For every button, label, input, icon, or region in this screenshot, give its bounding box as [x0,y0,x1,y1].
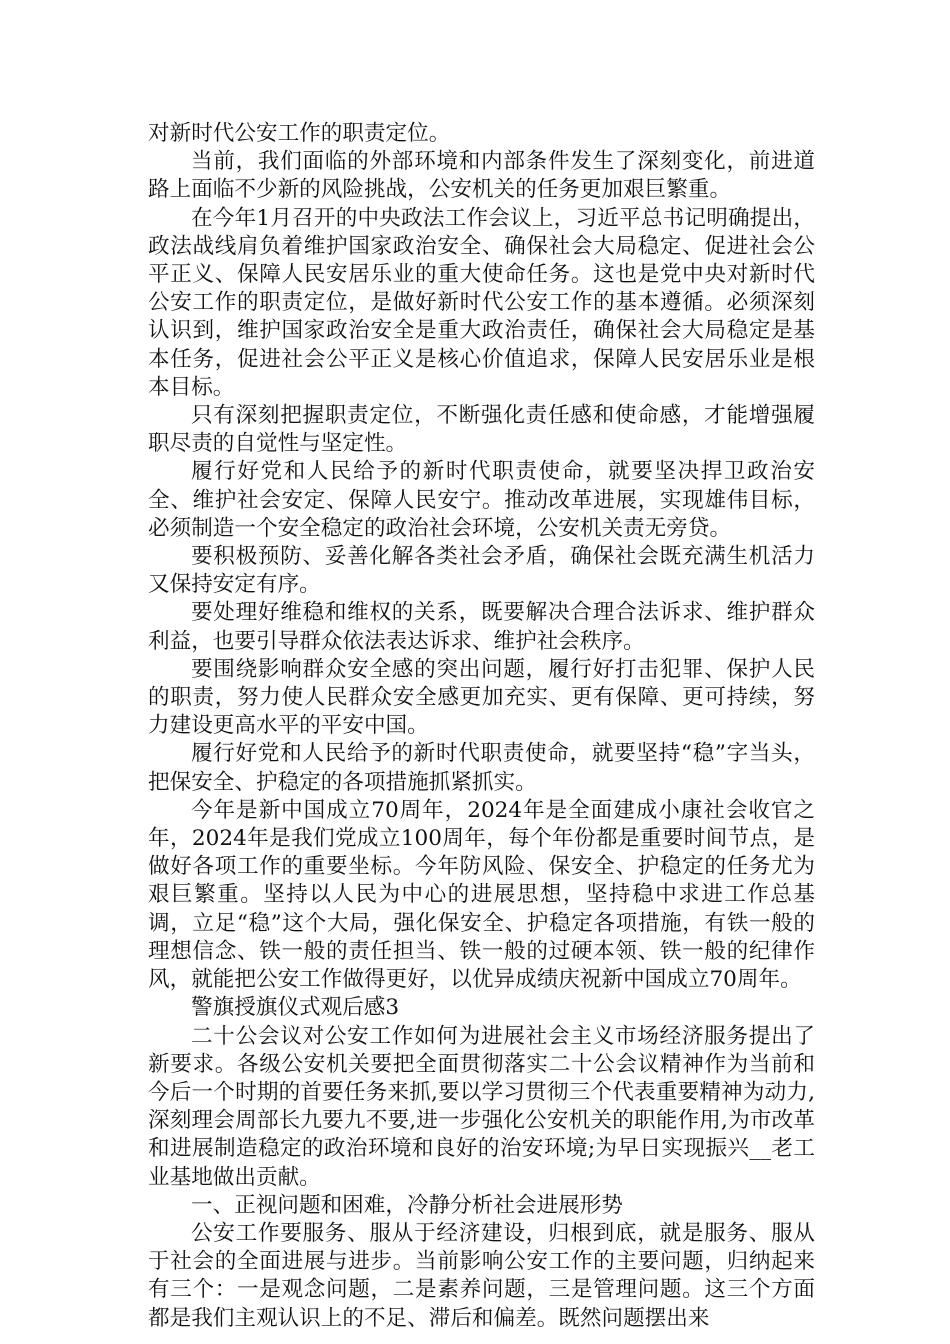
paragraph: 在今年1月召开的中央政法工作会议上，习近平总书记明确提出，政法战线肩负着维护国家政治安全、确保社会大局稳定、促进社会公平正义、保障人民安居乐业的重大使命任务。这也是党中央对新时代公安工作的职责定位，是做好新时代公安工作的基本遵循。必须深刻认识到，维护国家政治安全是重大政治责任，确保社会大局稳定是基本任务，促进社会公平正义是核心价值追求，保障人民安居乐业是根本目标。 [148,205,815,400]
paragraph: 要围绕影响群众安全感的突出问题，履行好打击犯罪、保护人民的职责，努力使人民群众安全感更加充实、更有保障、更可持续，努力建设更高水平的平安中国。 [148,656,815,739]
paragraph: 要处理好维稳和维权的关系，既要解决合理合法诉求、维护群众利益，也要引导群众依法表达诉求、维护社会秩序。 [148,600,815,654]
paragraph: 要积极预防、妥善化解各类社会矛盾，确保社会既充满生机活力又保持安定有序。 [148,544,815,598]
paragraph: 对新时代公安工作的职责定位。 [148,121,451,146]
paragraph: 履行好党和人民给予的新时代职责使命，就要坚决捍卫政治安全、维护社会安定、保障人民安宁。推动改革进展，实现雄伟目标，必须制造一个安全稳定的政治社会环境，公安机关责无旁贷。 [148,459,815,541]
paragraph: 只有深刻把握职责定位，不断强化责任感和使命感，才能增强履职尽责的自觉性与坚定性。 [148,403,815,457]
subsection-heading: 一、正视问题和困难，冷静分析社会进展形势 [191,1192,623,1218]
paragraph: 今年是新中国成立70周年，2024年是全面建成小康社会收官之年，2024年是我们党成立100周年，每个年份都是重要时间节点，是做好各项工作的重要坐标。今年防风险、保安全、护稳定的任务尤为艰巨繁重。坚持以人民为中心的进展思想，坚持稳中求进工作总基调，立足“稳”这个大局，强化保安全、护稳定各项措施，有铁一般的理想信念、铁一般的责任担当、铁一般的过硬本领、铁一般的纪律作风，就能把公安工作做得更好，以优异成绩庆祝新中国成立70周年。 [148,797,815,993]
section-heading: 警旗授旗仪式观后感3 [191,995,400,1021]
paragraph: 公安工作要服务、服从于经济建设，归根到底，就是服务、服从于社会的全面进展与进步。当前影响公安工作的主要问题，归纳起来有三个：一是观念问题，二是素养问题，三是管理问题。这三个方面都是我们主观认识上的不足、滞后和偏差。既然问题摆出来 [148,1220,815,1331]
paragraph: 履行好党和人民给予的新时代职责使命，就要坚持“稳”字当头，把保安全、护稳定的各项措施抓紧抓实。 [148,741,815,795]
document-body [148,120,815,1333]
paragraph: 二十公会议对公安工作如何为进展社会主义市场经济服务提出了新要求。各级公安机关要把全面贯彻落实二十公会议精神作为当前和今后一个时期的首要任务来抓,要以学习贯彻三个代表重要精神为动力,深刻理会周部长九要九不要,进一步强化公安机关的职能作用,为市改革和进展制造稳定的政治环境和良好的治安环境;为早日实现振兴__老工业基地做出贡献。 [148,1023,815,1190]
paragraph: 当前，我们面临的外部环境和内部条件发生了深刻变化，前进道路上面临不少新的风险挑战，公安机关的任务更加艰巨繁重。 [148,149,815,203]
